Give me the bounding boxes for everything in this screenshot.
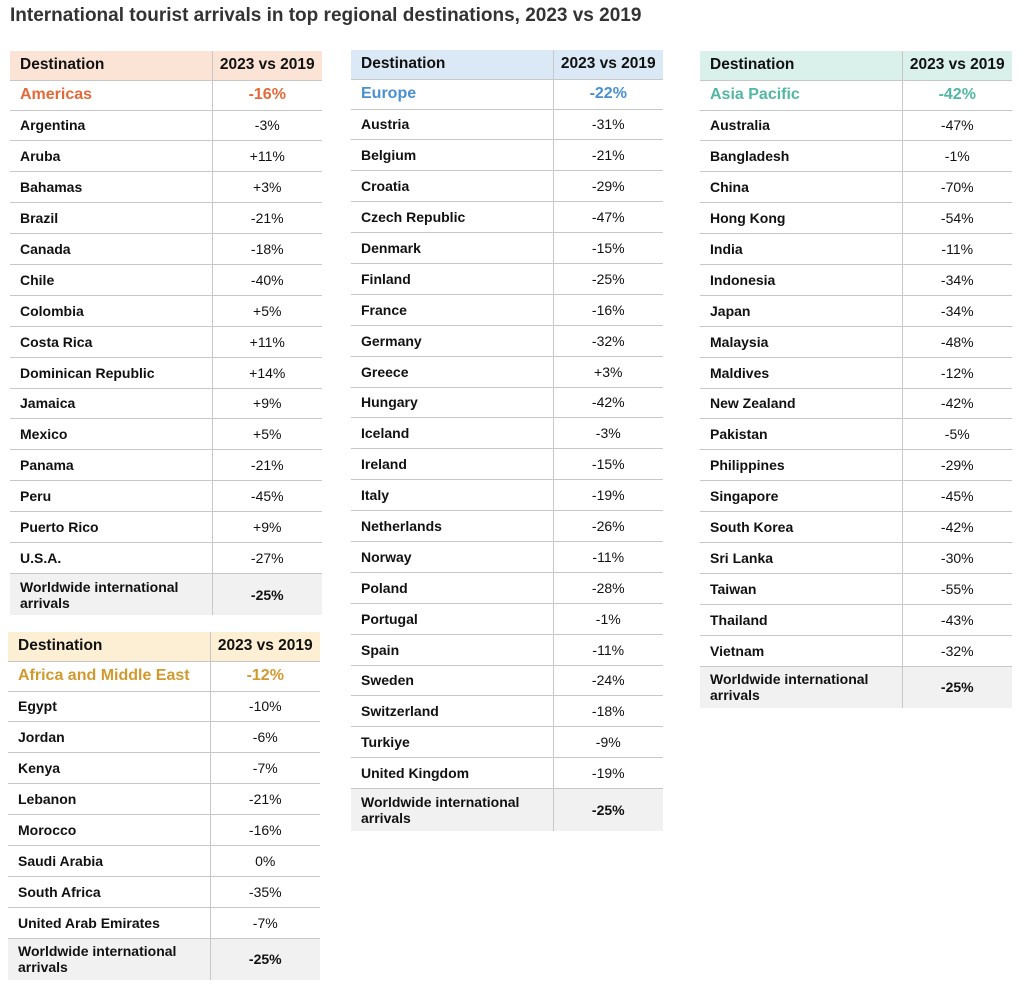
country-name: Italy [351,480,553,511]
table-row [700,635,1012,666]
country-name: Mexico [10,419,212,450]
country-name: Spain [351,634,553,665]
country-name: Colombia [10,295,212,326]
destination-header: Destination [700,51,902,80]
country-change: +14% [212,357,322,388]
table-row [351,696,663,727]
country-name: Maldives [700,357,902,388]
table-row [351,202,663,233]
table-row [700,234,1012,265]
table-row [10,234,322,265]
country-name: Costa Rica [10,326,212,357]
table-row [700,295,1012,326]
table-row [8,691,320,722]
country-name: Greece [351,356,553,387]
table-row [10,419,322,450]
country-change: -1% [902,141,1012,172]
country-name: Singapore [700,481,902,512]
country-name: Chile [10,264,212,295]
table-row [351,449,663,480]
region-name: Americas [10,80,212,110]
table-row [700,604,1012,635]
country-name: Jordan [8,722,210,753]
country-change: -11% [553,634,663,665]
worldwide-label: Worldwide international arrivals [8,938,210,980]
country-change: -15% [553,449,663,480]
worldwide-label: Worldwide international arrivals [700,666,902,708]
country-name: Hungary [351,387,553,418]
asia-pacific-table [700,51,1012,708]
table-row [8,845,320,876]
table-row [351,294,663,325]
table-row [700,326,1012,357]
country-name: Canada [10,234,212,265]
country-name: India [700,234,902,265]
country-change: -42% [902,388,1012,419]
country-change: -18% [553,696,663,727]
table-header-row [10,51,322,80]
country-change: +3% [212,172,322,203]
region-row [700,80,1012,110]
country-change: -47% [902,110,1012,141]
country-name: Hong Kong [700,203,902,234]
country-change: -3% [553,418,663,449]
country-change: -47% [553,202,663,233]
country-change: -25% [553,263,663,294]
country-change: -26% [553,511,663,542]
country-change: +5% [212,419,322,450]
country-name: New Zealand [700,388,902,419]
country-change: -45% [902,481,1012,512]
table-row [8,784,320,815]
worldwide-change: -25% [210,938,320,980]
country-name: Saudi Arabia [8,845,210,876]
country-name: Belgium [351,140,553,171]
table-row [351,758,663,789]
country-change: -16% [210,815,320,846]
table-row [10,542,322,573]
worldwide-row [700,666,1012,708]
table-row [10,203,322,234]
table-row [351,727,663,758]
table-row [10,450,322,481]
worldwide-change: -25% [212,573,322,615]
country-change: -1% [553,603,663,634]
region-row [351,79,663,109]
region-row [10,80,322,110]
table-row [700,481,1012,512]
table-row [700,264,1012,295]
country-change: -19% [553,480,663,511]
change-header: 2023 vs 2019 [210,632,320,661]
country-change: -70% [902,172,1012,203]
country-change: -11% [553,541,663,572]
table-row [700,450,1012,481]
table-row [700,141,1012,172]
country-change: -21% [210,784,320,815]
country-name: Switzerland [351,696,553,727]
table-row [10,512,322,543]
country-name: Lebanon [8,784,210,815]
country-change: -21% [212,450,322,481]
country-change: -31% [553,109,663,140]
country-change: +9% [212,512,322,543]
country-change: -10% [210,691,320,722]
table-row [351,418,663,449]
country-name: Australia [700,110,902,141]
country-change: -35% [210,876,320,907]
country-change: -29% [902,450,1012,481]
region-change: -12% [210,661,320,691]
country-change: +9% [212,388,322,419]
country-change: -28% [553,572,663,603]
table-row [10,264,322,295]
table-row [700,512,1012,543]
table-row [351,356,663,387]
table-row [8,876,320,907]
country-name: Netherlands [351,511,553,542]
table-row [351,263,663,294]
country-name: U.S.A. [10,542,212,573]
worldwide-label: Worldwide international arrivals [351,789,553,831]
table-row [700,172,1012,203]
country-name: Denmark [351,233,553,264]
country-name: South Korea [700,512,902,543]
table-row [10,172,322,203]
table-row [10,295,322,326]
region-name: Europe [351,79,553,109]
country-name: United Arab Emirates [8,907,210,938]
change-header: 2023 vs 2019 [902,51,1012,80]
table-row [351,541,663,572]
destination-header: Destination [8,632,210,661]
table-row [8,753,320,784]
country-change: -11% [902,234,1012,265]
country-change: -12% [902,357,1012,388]
worldwide-label: Worldwide international arrivals [10,573,212,615]
worldwide-change: -25% [902,666,1012,708]
table-row [8,722,320,753]
country-name: Argentina [10,110,212,141]
table-row [351,233,663,264]
worldwide-row [351,789,663,831]
country-change: -34% [902,295,1012,326]
table-row [351,109,663,140]
country-change: -19% [553,758,663,789]
country-change: -5% [902,419,1012,450]
destination-header: Destination [10,51,212,80]
table-row [351,325,663,356]
country-name: Philippines [700,450,902,481]
country-change: -54% [902,203,1012,234]
country-name: Iceland [351,418,553,449]
country-change: -7% [210,753,320,784]
country-name: South Africa [8,876,210,907]
country-change: -15% [553,233,663,264]
table-row [700,542,1012,573]
country-change: -18% [212,234,322,265]
country-name: Bahamas [10,172,212,203]
table-row [351,634,663,665]
table-header-row [8,632,320,661]
country-name: Thailand [700,604,902,635]
region-row [8,661,320,691]
country-name: Puerto Rico [10,512,212,543]
country-name: Panama [10,450,212,481]
country-name: Bangladesh [700,141,902,172]
country-change: -21% [553,140,663,171]
worldwide-row [10,573,322,615]
table-row [10,326,322,357]
table-row [351,665,663,696]
country-name: Croatia [351,171,553,202]
country-name: Jamaica [10,388,212,419]
country-change: -32% [902,635,1012,666]
country-change: -40% [212,264,322,295]
country-change: -16% [553,294,663,325]
table-row [351,140,663,171]
country-name: Vietnam [700,635,902,666]
country-name: Pakistan [700,419,902,450]
africa-middle-east-table [8,632,320,980]
country-name: Turkiye [351,727,553,758]
country-name: Norway [351,541,553,572]
country-change: +11% [212,141,322,172]
country-change: 0% [210,845,320,876]
europe-table [351,50,663,831]
table-row [10,141,322,172]
table-row [8,815,320,846]
country-change: -7% [210,907,320,938]
country-name: Poland [351,572,553,603]
table-header-row [351,50,663,79]
country-name: China [700,172,902,203]
country-name: Aruba [10,141,212,172]
worldwide-change: -25% [553,789,663,831]
country-change: -43% [902,604,1012,635]
country-name: Czech Republic [351,202,553,233]
page-title: International tourist arrivals in top regional destinations, 2023 vs 2019 [10,5,642,26]
country-change: -42% [553,387,663,418]
country-change: -42% [902,512,1012,543]
table-row [700,357,1012,388]
country-change: -34% [902,264,1012,295]
country-change: +11% [212,326,322,357]
country-change: -24% [553,665,663,696]
country-name: Peru [10,481,212,512]
table-row [10,110,322,141]
table-row [10,388,322,419]
country-change: -21% [212,203,322,234]
table-row [700,388,1012,419]
country-name: Germany [351,325,553,356]
country-change: -55% [902,573,1012,604]
country-change: -29% [553,171,663,202]
region-name: Asia Pacific [700,80,902,110]
country-change: -27% [212,542,322,573]
country-name: Kenya [8,753,210,784]
country-name: Taiwan [700,573,902,604]
country-name: Ireland [351,449,553,480]
table-row [700,203,1012,234]
country-name: Japan [700,295,902,326]
country-name: Sweden [351,665,553,696]
table-row [10,357,322,388]
country-name: Finland [351,263,553,294]
country-change: -6% [210,722,320,753]
country-change: +5% [212,295,322,326]
country-name: United Kingdom [351,758,553,789]
region-change: -16% [212,80,322,110]
country-change: +3% [553,356,663,387]
country-change: -48% [902,326,1012,357]
americas-table [10,51,322,615]
table-row [700,419,1012,450]
country-name: Brazil [10,203,212,234]
table-row [351,511,663,542]
table-row [10,481,322,512]
country-name: Sri Lanka [700,542,902,573]
country-change: -3% [212,110,322,141]
country-name: Indonesia [700,264,902,295]
change-header: 2023 vs 2019 [553,50,663,79]
destination-header: Destination [351,50,553,79]
table-row [8,907,320,938]
country-name: Morocco [8,815,210,846]
region-change: -22% [553,79,663,109]
country-name: Portugal [351,603,553,634]
table-row [351,171,663,202]
country-change: -45% [212,481,322,512]
country-name: France [351,294,553,325]
change-header: 2023 vs 2019 [212,51,322,80]
country-change: -32% [553,325,663,356]
table-header-row [700,51,1012,80]
country-name: Malaysia [700,326,902,357]
table-row [700,110,1012,141]
table-row [351,572,663,603]
country-name: Austria [351,109,553,140]
country-name: Egypt [8,691,210,722]
table-row [700,573,1012,604]
country-name: Dominican Republic [10,357,212,388]
table-row [351,480,663,511]
region-name: Africa and Middle East [8,661,210,691]
country-change: -9% [553,727,663,758]
table-row [351,603,663,634]
table-row [351,387,663,418]
worldwide-row [8,938,320,980]
region-change: -42% [902,80,1012,110]
country-change: -30% [902,542,1012,573]
